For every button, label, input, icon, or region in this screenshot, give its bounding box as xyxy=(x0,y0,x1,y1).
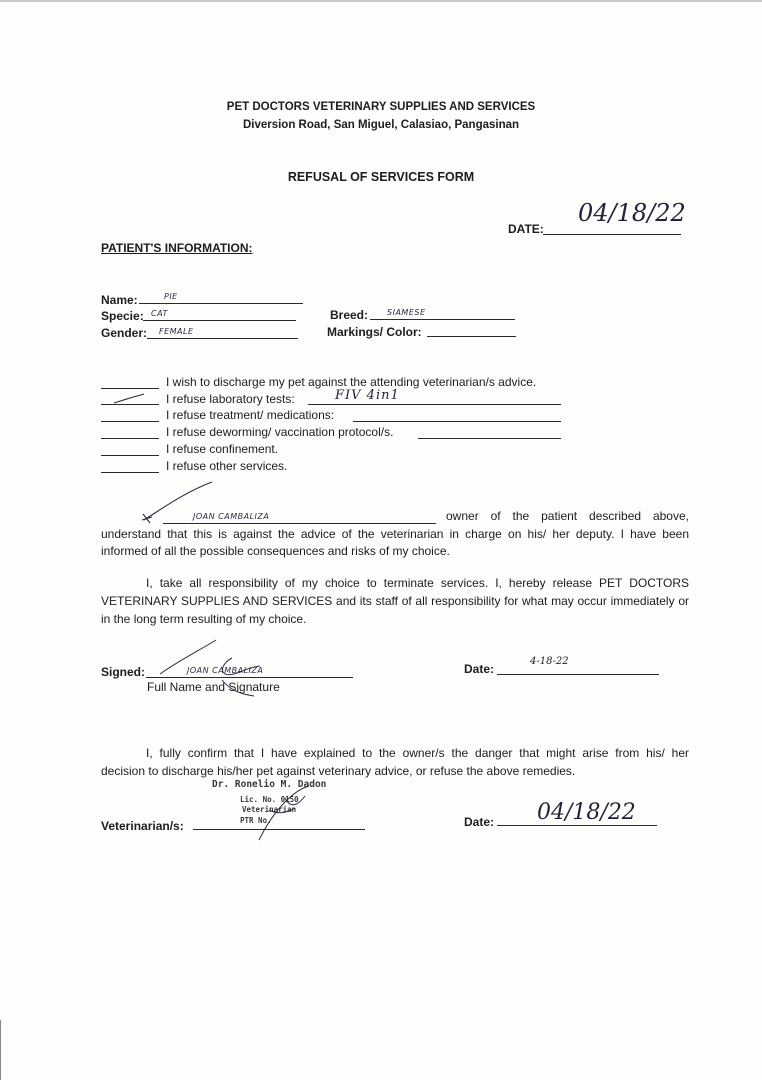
date-value: 04/18/22 xyxy=(578,199,686,227)
gender-value: FEMALE xyxy=(159,327,194,336)
breed-label: Breed: xyxy=(330,308,369,322)
responsibility-line1: I, take all responsibility of my choice to terminate services. I, hereby release PET DOCTORS xyxy=(146,576,689,590)
vet-stamp-name: Dr. Ronelio M. Dadon xyxy=(212,779,327,790)
vet-stamp-ptr: PTR No. xyxy=(240,816,272,825)
deworming-line xyxy=(418,438,561,439)
specie-label: Specie: xyxy=(101,309,144,323)
clinic-address: Diversion Road, San Miguel, Calasiao, Pangasinan xyxy=(242,119,520,131)
name-line xyxy=(139,303,303,304)
breed-line xyxy=(370,319,515,320)
treatment-line xyxy=(353,421,561,422)
signed-value: JOAN CAMBALIZA xyxy=(187,666,264,675)
scan-left-edge xyxy=(0,1020,1,1080)
clinic-name: PET DOCTORS VETERINARY SUPPLIES AND SERVICES xyxy=(226,101,536,113)
owner-statement-line1: owner of the patient described above, xyxy=(446,509,689,523)
specie-value: CAT xyxy=(151,309,168,318)
signature-caption: Full Name and Signature xyxy=(147,680,280,694)
vet-date-label: Date: xyxy=(464,815,495,829)
owner-statement-line3: informed of all the possible consequences and risks of my choice. xyxy=(101,544,450,558)
owner-name-line xyxy=(163,523,436,524)
lab-tests-value: FIV 4in1 xyxy=(335,388,400,403)
owner-date-line xyxy=(497,674,659,675)
markings-line xyxy=(427,336,516,337)
vet-date-line xyxy=(497,825,657,826)
owner-name-value: JOAN CAMBALIZA xyxy=(193,512,270,521)
owner-statement-line2: understand that this is against the advice of the veterinarian in charge on his/ her deputy. I have been xyxy=(101,527,689,541)
specie-line xyxy=(143,320,296,321)
markings-label: Markings/ Color: xyxy=(327,325,422,339)
date-line xyxy=(543,234,681,235)
vet-stamp-license: Lic. No. 0150 xyxy=(240,795,299,804)
signed-label: Signed: xyxy=(101,665,145,679)
veterinarian-label: Veterinarian/s: xyxy=(101,819,184,833)
check-text-3: I refuse treatment/ medications: xyxy=(166,408,335,422)
vet-stamp-title: Veterinarian xyxy=(242,805,297,814)
vet-date-value: 04/18/22 xyxy=(537,800,636,825)
form-title: REFUSAL OF SERVICES FORM xyxy=(287,170,475,184)
check-mark-icon xyxy=(112,393,146,405)
responsibility-line2: VETERINARY SUPPLIES AND SERVICES and its staff of all responsibility for what may occur immediately or xyxy=(101,594,689,608)
check-text-5: I refuse confinement. xyxy=(166,442,279,456)
confirmation-line1: I, fully confirm that I have explained to the owner/s the danger that might arise from his/ her xyxy=(146,746,689,760)
check-line-6 xyxy=(101,472,159,473)
gender-line xyxy=(147,338,298,339)
scan-top-edge xyxy=(0,0,762,2)
responsibility-line3: in the long term resulting of my choice. xyxy=(101,612,307,626)
name-label: Name: xyxy=(101,293,138,307)
check-text-6: I refuse other services. xyxy=(166,459,288,473)
owner-date-value: 4-18-22 xyxy=(530,656,569,667)
owner-date-label: Date: xyxy=(464,662,495,676)
check-line-4 xyxy=(101,438,159,439)
date-label: DATE: xyxy=(508,222,544,236)
check-text-4: I refuse deworming/ vaccination protocol/s. xyxy=(166,425,394,439)
gender-label: Gender: xyxy=(101,326,148,340)
check-line-1 xyxy=(101,388,159,389)
breed-value: SIAMESE xyxy=(387,308,426,317)
patient-info-title: PATIENT'S INFORMATION: xyxy=(101,241,253,255)
check-text-1: I wish to discharge my pet against the attending veterinarian/s advice. xyxy=(166,375,537,389)
vet-signature-scribble xyxy=(255,784,335,844)
lab-tests-line xyxy=(308,404,561,405)
confirmation-line2: decision to discharge his/her pet against veterinary advice, or refuse the above remedies. xyxy=(101,764,576,778)
check-line-3 xyxy=(101,421,159,422)
name-value: PIE xyxy=(164,292,178,301)
check-line-5 xyxy=(101,455,159,456)
check-text-2: I refuse laboratory tests: xyxy=(166,392,295,406)
